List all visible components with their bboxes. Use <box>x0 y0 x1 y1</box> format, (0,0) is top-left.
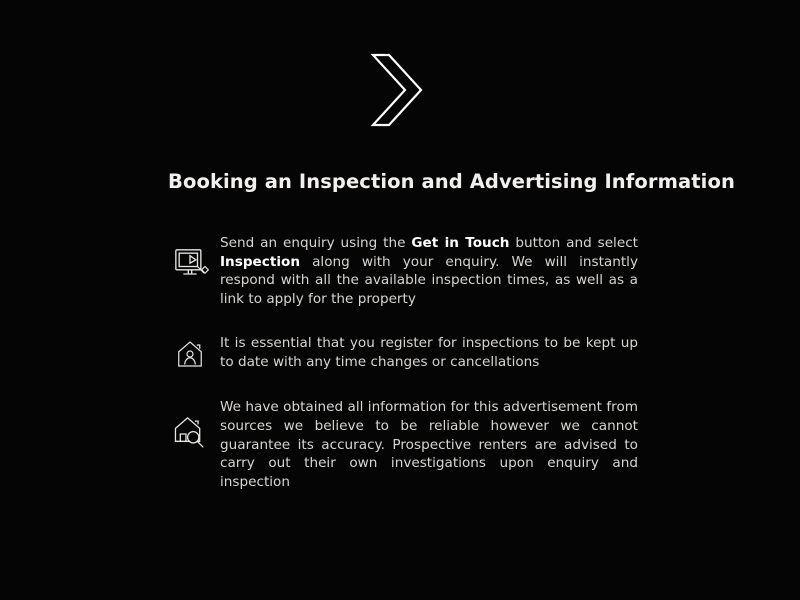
house-person-icon <box>160 328 220 372</box>
brand-logo <box>0 52 800 128</box>
list-item <box>160 328 638 372</box>
text-segment: along with your enquiry. We will instantly respond with all the available inspection times, as well as a link to apply for the property <box>220 253 638 307</box>
emphasis-text: Inspection <box>220 253 301 270</box>
info-list <box>160 228 638 491</box>
text-segment: We have obtained all information for this advertisement from sources we believe to be reliable however we cannot guarantee its accuracy. Prospective renters are advised to carry out their own investigations upon enquiry and inspection <box>220 399 638 490</box>
list-item-text <box>220 228 638 308</box>
list-item-text <box>220 328 638 371</box>
house-magnifier-icon <box>160 392 220 450</box>
emphasis-text: Get in Touch <box>411 235 510 251</box>
list-item <box>160 392 638 491</box>
page-title: Booking an Inspection and Advertising Information <box>168 170 735 193</box>
text-segment: Send an enquiry using the <box>220 235 412 251</box>
list-item <box>160 228 638 308</box>
computer-inspection-icon <box>160 228 220 284</box>
list-item-text <box>220 392 638 491</box>
chevron-right-logo-icon <box>367 52 433 128</box>
text-segment: It is essential that you register for inspections to be kept up to date with any time changes or cancellations <box>220 335 638 370</box>
text-segment: button and select <box>509 235 638 251</box>
